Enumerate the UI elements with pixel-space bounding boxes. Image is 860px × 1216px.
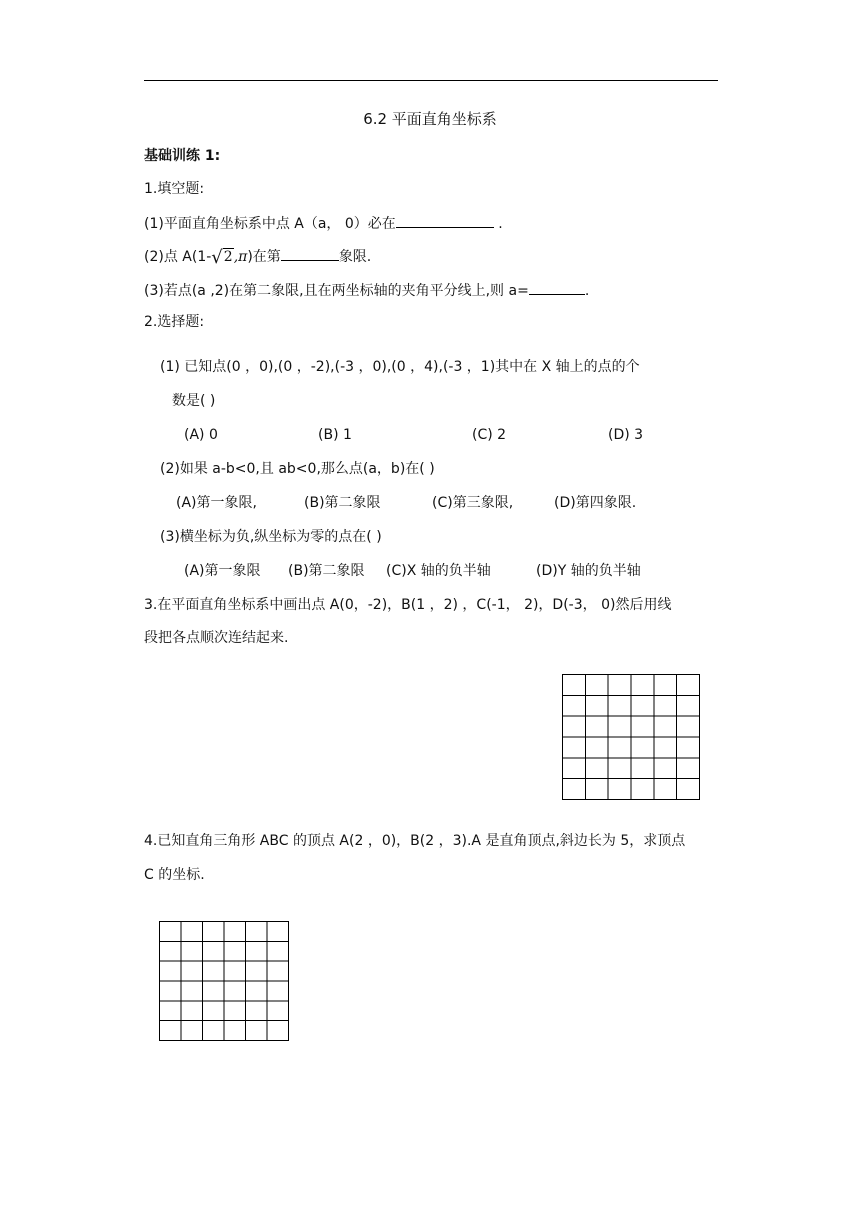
sqrt-argument: 2 bbox=[223, 249, 233, 265]
q1-heading: 1.填空题: bbox=[144, 181, 205, 197]
q1-part1 bbox=[144, 213, 503, 233]
q2-sub1-stem-cont: 数是( ) bbox=[172, 393, 216, 409]
q1-part3-end: . bbox=[584, 283, 590, 299]
q2-heading: 2.选择题: bbox=[144, 314, 205, 330]
option-b: (B) 1 bbox=[318, 427, 352, 443]
blank-grid-q4 bbox=[159, 921, 291, 1043]
q1-part1-text: (1)平面直角坐标系中点 A（a， 0）必在 bbox=[144, 216, 396, 232]
option-c: (C)X 轴的负半轴 bbox=[386, 563, 491, 579]
option-c: (C) 2 bbox=[472, 427, 507, 443]
q4-text-cont: C 的坐标. bbox=[144, 867, 205, 883]
q2-sub1-stem: (1) 已知点(0 ，0),(0 ，-2),(-3 ，0),(0 ，4),(-3 ，1)其中在 X 轴上的点的个 bbox=[160, 359, 640, 375]
option-d: (D)Y 轴的负半轴 bbox=[536, 563, 641, 579]
option-b: (B)第二象限 bbox=[288, 563, 365, 579]
q1-part2-end: 象限. bbox=[338, 249, 372, 265]
answer-blank[interactable] bbox=[281, 246, 339, 261]
page-title: 6.2 平面直角坐标系 bbox=[363, 110, 497, 128]
header-rule bbox=[144, 80, 718, 81]
q2-sub2-stem: (2)如果 a-b<0,且 ab<0,那么点(a，b)在( ) bbox=[160, 461, 435, 477]
option-c: (C)第三象限, bbox=[432, 495, 514, 511]
sqrt-expression: √2 bbox=[211, 247, 233, 268]
option-a: (A) 0 bbox=[184, 427, 218, 443]
q1-part3-text: (3)若点(a ,2)在第二象限,且在两坐标轴的夹角平分线上,则 a= bbox=[144, 283, 529, 299]
option-a: (A)第一象限 bbox=[184, 563, 261, 579]
q1-part1-end: . bbox=[493, 216, 503, 232]
q1-part2 bbox=[144, 246, 371, 267]
option-d: (D) 3 bbox=[608, 427, 644, 443]
answer-blank[interactable] bbox=[529, 280, 585, 295]
q2-sub3-stem: (3)横坐标为负,纵坐标为零的点在( ) bbox=[160, 529, 382, 545]
q3-text-cont: 段把各点顺次连结起来. bbox=[144, 630, 289, 646]
q4-text: 4.已知直角三角形 ABC 的顶点 A(2 ，0)，B(2 ，3).A 是直角顶点,斜边长为 5，求顶点 bbox=[144, 833, 686, 849]
section-heading: 基础训练 1: bbox=[144, 148, 221, 164]
pi-symbol: ,π bbox=[233, 249, 248, 265]
option-b: (B)第二象限 bbox=[304, 495, 381, 511]
option-a: (A)第一象限, bbox=[176, 495, 257, 511]
q1-part3 bbox=[144, 280, 589, 300]
q1-part2-text: (2)点 A(1- bbox=[144, 249, 212, 265]
q1-part2-mid: )在第 bbox=[247, 249, 281, 265]
blank-grid-q3 bbox=[562, 674, 702, 802]
option-d: (D)第四象限. bbox=[554, 495, 637, 511]
q3-text: 3.在平面直角坐标系中画出点 A(0，-2)，B(1 ，2) ，C(-1， 2)，D(-3， 0)然后用线 bbox=[144, 597, 672, 613]
answer-blank[interactable] bbox=[396, 213, 494, 228]
